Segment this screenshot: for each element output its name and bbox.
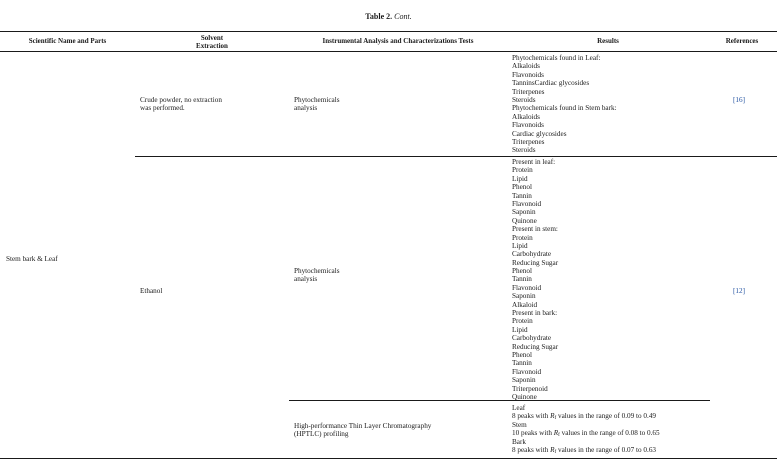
result-line: Flavonoid: [512, 199, 542, 208]
row-1-reference: [16]: [733, 96, 745, 104]
hptlc-suffix: values in the range of 0.08 to 0.65: [559, 429, 660, 438]
result-line: Present in stem:: [512, 225, 558, 234]
hptlc-result-line: Bark: [512, 437, 526, 446]
result-line: Flavonoids: [512, 70, 544, 79]
hptlc-suffix: values in the range of 0.07 to 0.63: [556, 445, 657, 454]
result-line: Phenol: [512, 267, 532, 276]
result-line: Phytochemicals found in Leaf:: [512, 54, 601, 62]
top-rule: [0, 31, 777, 32]
hptlc-result-line: [512, 412, 660, 420]
hptlc-result-line: [512, 429, 660, 437]
result-line: Alkaloids: [512, 62, 540, 71]
result-line: Carbohydrate: [512, 334, 552, 343]
row-2-solvent: Ethanol: [140, 287, 163, 295]
hptlc-prefix: 8 peaks with: [512, 445, 551, 454]
rf-subscript: f: [554, 416, 557, 422]
hptlc-result-line: Stem: [512, 420, 527, 429]
header-solvent-line1: Solvent: [200, 34, 224, 42]
row-divider-1: [135, 156, 777, 157]
result-line: Quinone: [512, 216, 537, 225]
header-rule: [0, 51, 777, 52]
result-line: Saponin: [512, 208, 536, 217]
result-line: Triterpenoid: [512, 384, 548, 393]
result-line: Phenol: [512, 183, 532, 192]
result-line: Tannin: [512, 191, 532, 200]
result-line: Alkaloid: [512, 300, 538, 309]
result-line: Quinone: [512, 392, 537, 401]
row-2-analysis-line: analysis: [294, 275, 318, 284]
rf-subscript: f: [554, 449, 557, 455]
result-line: Cardiac glycosides: [512, 129, 567, 138]
result-line: Reducing Sugar: [512, 258, 559, 267]
rf-symbol: R: [550, 445, 555, 454]
result-line: Triterpenes: [512, 87, 545, 96]
row-1-analysis-line: Phytochemicals: [294, 96, 340, 104]
result-line: Carbohydrate: [512, 250, 552, 259]
result-line: Phenol: [512, 350, 532, 359]
row-2-results: [512, 158, 558, 401]
table-caption-suffix: Cont.: [394, 12, 412, 21]
result-line: Lipid: [512, 241, 528, 250]
result-line: Phytochemicals found in Stem bark:: [512, 104, 617, 113]
row-1-results: [512, 54, 617, 155]
scientific-name-cell: Stem bark & Leaf: [6, 255, 58, 263]
row-1-analysis: [294, 96, 340, 113]
row-2-analysis: [294, 267, 340, 284]
result-line: Protein: [512, 233, 533, 242]
result-line: Protein: [512, 317, 533, 326]
table-caption: [0, 12, 777, 22]
result-line: Triterpenes: [512, 137, 545, 146]
table-caption-label: Table 2.: [365, 12, 393, 21]
hptlc-prefix: 8 peaks with: [512, 412, 551, 421]
header-solvent-line2: Extraction: [196, 42, 228, 50]
row-2-reference: [12]: [733, 287, 745, 295]
result-line: Tannin: [512, 359, 532, 368]
rf-symbol: R: [550, 412, 555, 421]
result-line: Reducing Sugar: [512, 342, 559, 351]
row-1-analysis-line: analysis: [294, 104, 318, 113]
header-analysis: Instrumental Analysis and Characterizations Tests: [322, 37, 474, 45]
row-1-solvent: [140, 96, 222, 113]
result-line: Alkaloids: [512, 112, 540, 121]
hptlc-prefix: 10 peaks with: [512, 429, 554, 438]
rf-symbol: R: [553, 429, 559, 438]
row-1-solvent-line: was performed.: [140, 104, 185, 113]
row-1-solvent-line: Crude powder, no extraction: [140, 96, 222, 104]
hptlc-result-line: Leaf: [512, 404, 526, 412]
result-line: Tannin: [512, 275, 532, 284]
header-results: Results: [597, 37, 619, 45]
row-3-analysis-line: High-performance Thin Layer Chromatography: [294, 422, 432, 430]
result-line: Protein: [512, 166, 533, 175]
row-3-analysis-line: (HPTLC) profiling: [294, 430, 349, 439]
row-divider-2: [289, 400, 710, 401]
result-line: Saponin: [512, 292, 536, 301]
row-3-analysis: [294, 422, 431, 439]
result-line: Lipid: [512, 325, 528, 334]
result-line: Saponin: [512, 376, 536, 385]
hptlc-suffix: values in the range of 0.09 to 0.49: [556, 412, 657, 421]
rf-subscript: f: [558, 433, 560, 439]
result-line: Flavonoids: [512, 121, 544, 130]
result-line: Present in leaf:: [512, 158, 556, 166]
result-line: Flavonoid: [512, 367, 542, 376]
result-line: TanninsCardiac glycosides: [512, 79, 590, 88]
hptlc-result-line: [512, 446, 660, 454]
result-line: Present in bark:: [512, 309, 558, 318]
header-solvent: [150, 34, 274, 50]
bottom-rule: [0, 458, 777, 459]
result-line: Lipid: [512, 174, 528, 183]
result-line: Steroids: [512, 95, 536, 104]
result-line: Steroids: [512, 146, 536, 155]
header-references: References: [725, 37, 759, 45]
row-2-analysis-line: Phytochemicals: [294, 267, 340, 275]
header-scientific: Scientific Name and Parts: [28, 37, 107, 45]
row-3-results: [512, 404, 660, 454]
result-line: Flavonoid: [512, 283, 542, 292]
